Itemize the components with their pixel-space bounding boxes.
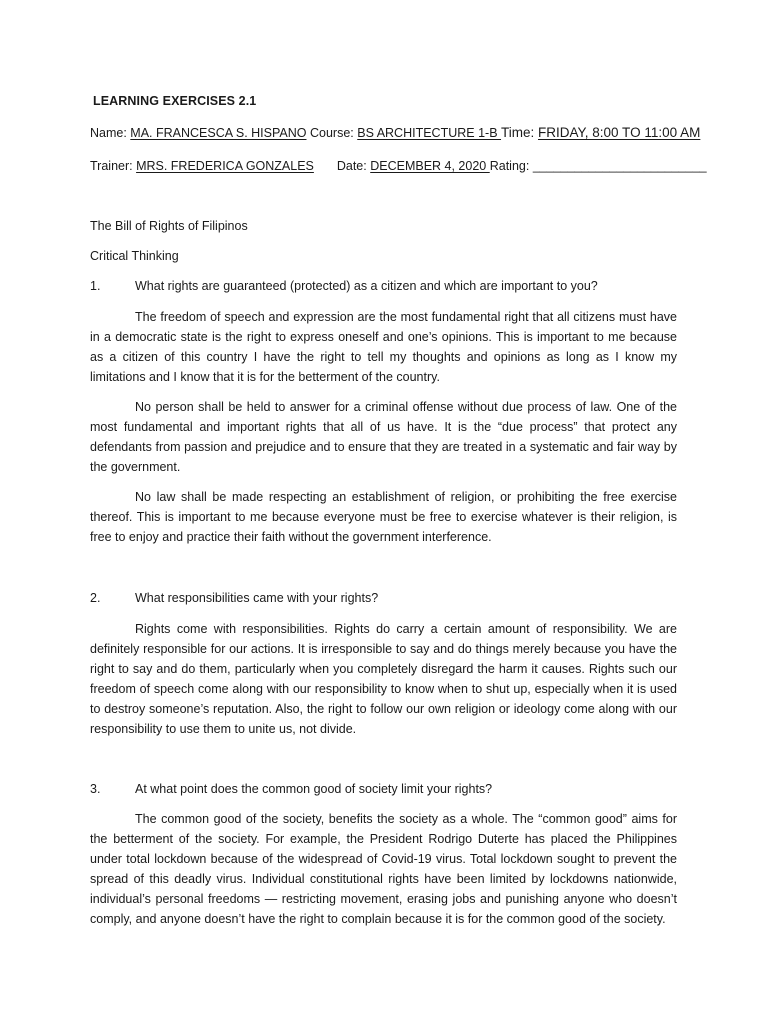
answer-paragraph: No person shall be held to answer for a criminal offense without due process of law. One of the most fundamental and important rights that all of us have. It is the “due process” that protect any defendants from passion and prejudice and to ensure that they are treated in a systematic and fair way by the government. <box>90 400 677 474</box>
time-value: FRIDAY, 8:00 TO 11:00 AM <box>538 125 701 140</box>
exercise-title: LEARNING EXERCISES 2.1 <box>93 94 257 108</box>
name-label: Name: <box>90 126 131 140</box>
answer-paragraph: No law shall be made respecting an establishment of religion, or prohibiting the free exercise thereof. This is important to me because everyone must be free to exercise whatever is their religion, is free to enjoy and practice their faith without the government interference. <box>90 490 677 544</box>
name-value: MA. FRANCESCA S. HISPANO <box>130 126 307 140</box>
rating-label: Rating: <box>489 159 533 173</box>
section-title: The Bill of Rights of Filipinos <box>90 219 248 233</box>
time-label: Time: <box>501 125 539 140</box>
question-2 <box>90 591 378 605</box>
date-value: DECEMBER 4, 2020 <box>370 159 490 173</box>
section-subtitle: Critical Thinking <box>90 249 179 263</box>
trainer-value: MRS. FREDERICA GONZALES <box>136 159 314 173</box>
answer-paragraph: The common good of the society, benefits the society as a whole. The “common good” aims for the betterment of the society. For example, the President Rodrigo Duterte has placed the Philippines under total lockdown because of the widespread of Covid-19 virus. Total lockdown sought to prevent the spread of this deadly virus. Individual constitutional rights have been limited by lockdowns nationwide, individual’s personal freedoms — restricting movement, erasing jobs and punishing anyone who doesn’t comply, and anyone doesn’t have the right to complain because it is for the common good of the society. <box>90 812 677 926</box>
question-number: 2. <box>90 591 101 605</box>
course-label: Course: <box>309 126 358 140</box>
question-3 <box>90 782 492 796</box>
question-number: 1. <box>90 279 101 293</box>
student-info-row <box>90 125 700 140</box>
question-1 <box>90 279 598 293</box>
date-label: Date: <box>336 159 371 173</box>
question-number: 3. <box>90 782 101 796</box>
question-text: What rights are guaranteed (protected) as a citizen and which are important to you? <box>135 279 598 293</box>
question-text: What responsibilities came with your rights? <box>135 591 379 605</box>
trainer-info-row <box>90 159 707 173</box>
question-text: At what point does the common good of society limit your rights? <box>135 782 493 796</box>
trainer-label: Trainer: <box>90 159 137 173</box>
answer-paragraph: The freedom of speech and expression are the most fundamental right that all citizens must have in a democratic state is the right to express oneself and one’s opinions. This is important to me because as a citizen of this country I have the right to tell my thoughts and opinions as long as I know my limitations and I know that it is for the betterment of the country. <box>90 310 677 384</box>
course-value: BS ARCHITECTURE 1-B <box>357 126 502 140</box>
rating-blank: _________________________ <box>532 159 707 173</box>
answer-paragraph: Rights come with responsibilities. Rights do carry a certain amount of responsibility. We are definitely responsible for our actions. It is irresponsible to say and do things merely because you have the right to say and do them, particularly when you completely disregard the harm it causes. Rights such our freedom of speech come along with our responsibility to know when to shut up, especially when it is used to destroy someone’s reputation. Also, the right to follow our own religion or ideology come along with our responsibility to use them to unite us, not divide. <box>90 622 677 736</box>
